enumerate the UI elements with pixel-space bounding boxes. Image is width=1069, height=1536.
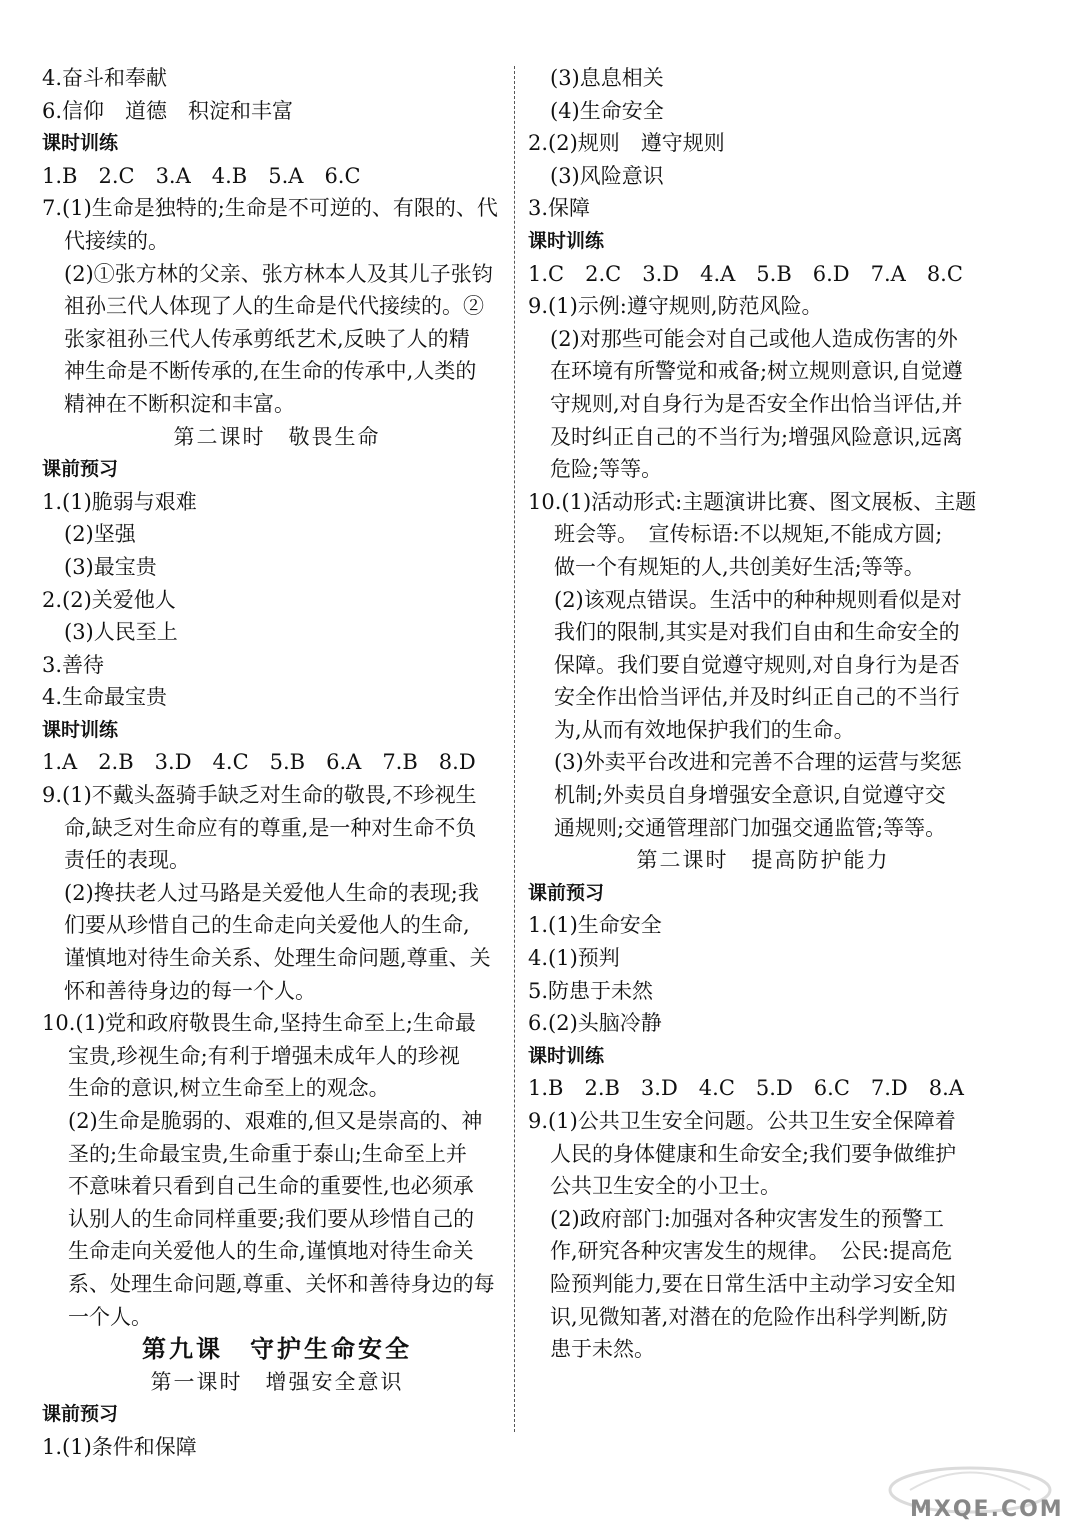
left-line: 7.(1)生命是独特的;生命是不可逆的、有限的、代	[42, 196, 498, 221]
right-line: 识,见微知著,对潜在的危险作出科学判断,防	[550, 1304, 949, 1329]
right-line: 9.(1)公共卫生安全问题。公共卫生安全保障着	[528, 1109, 956, 1133]
left-line: 精神在不断积淀和丰富。	[64, 391, 295, 416]
left-line: 祖孙三代人体现了人的生命是代代接续的。②	[64, 294, 484, 319]
right-line: 5.防患于未然	[528, 978, 654, 1003]
right-line: 1.B 2.B 3.D 4.C 5.D 6.C 7.D 8.A	[528, 1076, 964, 1101]
left-line: 第一课时 增强安全意识	[150, 1369, 404, 1394]
right-line: (2)该观点错误。生活中的种种规则看似是对	[554, 587, 962, 612]
left-line: 圣的;生命最宝贵,生命重于泰山;生命至上并	[68, 1141, 467, 1166]
left-line: 张家祖孙三代人传承剪纸艺术,反映了人的精	[64, 326, 470, 351]
left-line: 代接续的。	[64, 228, 169, 253]
right-line: (2)对那些可能会对自己或他人造成伤害的外	[550, 326, 958, 351]
right-line: 通规则;交通管理部门加强交通监管;等等。	[554, 815, 947, 840]
left-line: 第九课 守护生命安全	[142, 1335, 412, 1364]
left-line: 10.(1)党和政府敬畏生命,坚持生命至上;生命最	[42, 1011, 476, 1036]
left-line: 1.(1)脆弱与艰难	[42, 489, 197, 514]
right-line: 9.(1)示例:遵守规则,防范风险。	[528, 294, 823, 319]
left-line: 宝贵,珍视生命;有利于增强未成年人的珍视	[68, 1043, 460, 1068]
left-line: 1.B 2.C 3.A 4.B 5.A 6.C	[42, 163, 361, 188]
right-line: 险预判能力,要在日常生活中主动学习安全知	[550, 1271, 956, 1296]
right-line: 课时训练	[528, 1044, 605, 1067]
column-divider	[514, 66, 515, 1432]
left-line: 谨慎地对待生命关系、处理生命问题,尊重、关	[64, 946, 491, 971]
left-line: 6.信仰 道德 积淀和丰富	[42, 98, 294, 123]
right-line: 人民的身体健康和生命安全;我们要争做维护	[550, 1141, 957, 1166]
right-line: 1.C 2.C 3.D 4.A 5.B 6.D 7.A 8.C	[528, 261, 963, 286]
left-line: 4.奋斗和奉献	[42, 66, 168, 90]
left-line: 1.(1)条件和保障	[42, 1434, 197, 1459]
left-line: 怀和善待身边的每一个人。	[64, 978, 316, 1003]
right-line: 保障。我们要自觉遵守规则,对自身行为是否	[554, 652, 960, 677]
left-line: (2)坚强	[64, 522, 136, 547]
left-line: 第二课时 敬畏生命	[173, 424, 381, 449]
right-line: (2)政府部门:加强对各种灾害发生的预警工	[550, 1206, 944, 1231]
right-line: 作,研究各种灾害发生的规律。 公民:提高危	[550, 1239, 953, 1264]
right-line: 守规则,对自身行为是否安全作出恰当评估,并	[550, 391, 963, 416]
right-line: 我们的限制,其实是对我们自由和生命安全的	[554, 620, 960, 645]
right-line: 第二课时 提高防护能力	[636, 848, 890, 873]
right-line: 在环境有所警觉和戒备;树立规则意识,自觉遵	[550, 359, 963, 384]
right-line: 课时训练	[528, 229, 605, 252]
right-line: 3.保障	[528, 196, 591, 221]
right-line: (3)风险意识	[550, 163, 664, 188]
right-line: 公共卫生安全的小卫士。	[550, 1174, 781, 1199]
left-line: (2)生命是脆弱的、艰难的,但又是崇高的、神	[68, 1109, 483, 1133]
right-line: 课前预习	[528, 881, 605, 904]
right-line: (4)生命安全	[550, 98, 664, 123]
right-line: 4.(1)预判	[528, 946, 620, 971]
right-line: 安全作出恰当评估,并及时纠正自己的不当行	[554, 685, 960, 710]
left-line: 一个人。	[68, 1304, 152, 1329]
left-line: (2)搀扶老人过马路是关爱他人生命的表现;我	[64, 880, 479, 905]
left-line: 4.生命最宝贵	[42, 685, 168, 710]
left-line: 认别人的生命同样重要;我们要从珍惜自己的	[68, 1206, 475, 1231]
left-column	[42, 62, 512, 1464]
left-line: 不意味着只看到自己生命的重要性,也必须承	[68, 1174, 474, 1199]
left-line: 系、处理生命问题,尊重、关怀和善待身边的每	[68, 1271, 495, 1296]
left-line: 课时训练	[42, 132, 119, 155]
right-line: (3)外卖平台改进和完善不合理的运营与奖惩	[554, 750, 962, 775]
left-line: 9.(1)不戴头盔骑手缺乏对生命的敬畏,不珍视生	[42, 783, 477, 808]
right-line: 班会等。 宣传标语:不以规矩,不能成方圆;	[554, 522, 943, 547]
left-line: 命,缺乏对生命应有的尊重,是一种对生命不负	[64, 815, 477, 840]
right-line: 及时纠正自己的不当行为;增强风险意识,远离	[550, 424, 963, 449]
right-line: (3)息息相关	[550, 66, 664, 90]
left-line: 们要从珍惜自己的生命走向关爱他人的生命,	[64, 913, 470, 938]
left-line: 课前预习	[42, 1403, 119, 1426]
right-line: 患于未然。	[550, 1337, 655, 1362]
left-line: 1.A 2.B 3.D 4.C 5.B 6.A 7.B 8.D	[42, 750, 476, 775]
left-line: (3)人民至上	[64, 620, 178, 645]
right-line: 危险;等等。	[550, 457, 663, 482]
left-line: 生命的意识,树立生命至上的观念。	[68, 1076, 390, 1101]
left-line: 课前预习	[42, 458, 119, 481]
left-line: 2.(2)关爱他人	[42, 587, 176, 612]
left-line: (2)①张方林的父亲、张方林本人及其儿子张钧	[64, 261, 493, 286]
left-line: 责任的表现。	[64, 848, 190, 873]
right-line: 10.(1)活动形式:主题演讲比赛、图文展板、主题	[528, 489, 977, 514]
watermark-text: MXQE.COM	[910, 1497, 1064, 1522]
left-line: 神生命是不断传承的,在生命的传承中,人类的	[64, 359, 477, 384]
right-line: 机制;外卖员自身增强安全意识,自觉遵守交	[554, 783, 946, 808]
left-line: 课时训练	[42, 718, 119, 741]
left-line: 生命走向关爱他人的生命,谨慎地对待生命关	[68, 1239, 474, 1264]
right-line: 2.(2)规则 遵守规则	[528, 131, 725, 156]
right-line: 6.(2)头脑冷静	[528, 1011, 662, 1036]
left-line: (3)最宝贵	[64, 554, 157, 579]
right-column	[528, 62, 998, 1366]
right-line: 为,从而有效地保护我们的生命。	[554, 717, 855, 742]
right-line: 1.(1)生命安全	[528, 913, 662, 938]
right-line: 做一个有规矩的人,共创美好生活;等等。	[554, 554, 925, 579]
left-line: 3.善待	[42, 652, 105, 677]
